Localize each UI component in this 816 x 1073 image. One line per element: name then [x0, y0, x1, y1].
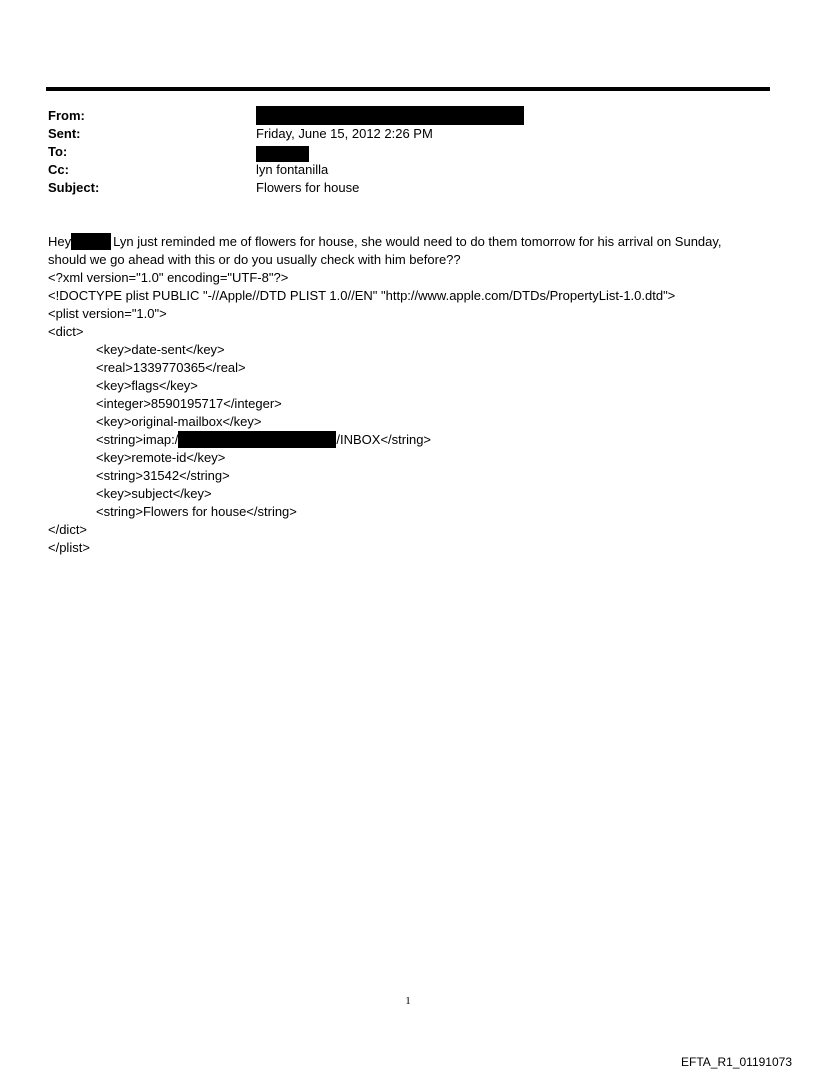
- page-number: 1: [405, 995, 411, 1007]
- key-subject: <key>subject</key>: [96, 486, 212, 501]
- key-original-mailbox: <key>original-mailbox</key>: [96, 414, 262, 429]
- body-text-1: Lyn just reminded me of flowers for house, she would need to do them tomorrow for his arrival on Sunday,: [113, 234, 722, 249]
- subject-value: Flowers for house: [256, 180, 360, 195]
- document-id: EFTA_R1_01191073: [681, 1055, 792, 1069]
- plist-open: <plist version="1.0">: [48, 306, 167, 321]
- dict-close: </dict>: [48, 522, 88, 537]
- from-label: From:: [48, 108, 85, 123]
- to-value: [256, 143, 309, 162]
- dict-open: <dict>: [48, 324, 84, 339]
- key-flags: <key>flags</key>: [96, 378, 198, 393]
- email-body: [48, 233, 778, 557]
- sent-value: Friday, June 15, 2012 2:26 PM: [256, 126, 433, 141]
- top-rule: [46, 87, 770, 91]
- imap-suffix: /INBOX</string>: [336, 432, 432, 447]
- string-subject: <string>Flowers for house</string>: [96, 504, 297, 519]
- sent-label: Sent:: [48, 126, 81, 141]
- xml-declaration: <?xml version="1.0" encoding="UTF-8"?>: [48, 270, 289, 285]
- key-remote-id: <key>remote-id</key>: [96, 450, 226, 465]
- plist-close: </plist>: [48, 540, 90, 555]
- cc-value: lyn fontanilla: [256, 162, 329, 177]
- redaction-box: [71, 233, 111, 250]
- to-label: To:: [48, 144, 68, 159]
- key-date-sent: <key>date-sent</key>: [96, 342, 225, 357]
- redaction-box: [256, 106, 524, 125]
- doctype-line: <!DOCTYPE plist PUBLIC "-//Apple//DTD PLIST 1.0//EN" "http://www.apple.com/DTDs/PropertyList-1.0.dtd">: [48, 288, 676, 303]
- greeting: Hey: [48, 234, 72, 249]
- integer-value: <integer>8590195717</integer>: [96, 396, 282, 411]
- redaction-box: [256, 146, 309, 162]
- from-value: [256, 107, 524, 125]
- string-remote-id: <string>31542</string>: [96, 468, 230, 483]
- subject-label: Subject:: [48, 180, 100, 195]
- string-imap: [48, 431, 778, 449]
- body-line-1: [48, 233, 778, 251]
- body-line-2: should we go ahead with this or do you usually check with him before??: [48, 252, 461, 267]
- cc-label: Cc:: [48, 162, 69, 177]
- redaction-box: [178, 431, 336, 448]
- imap-prefix: <string>imap:/: [96, 432, 179, 447]
- real-value: <real>1339770365</real>: [96, 360, 246, 375]
